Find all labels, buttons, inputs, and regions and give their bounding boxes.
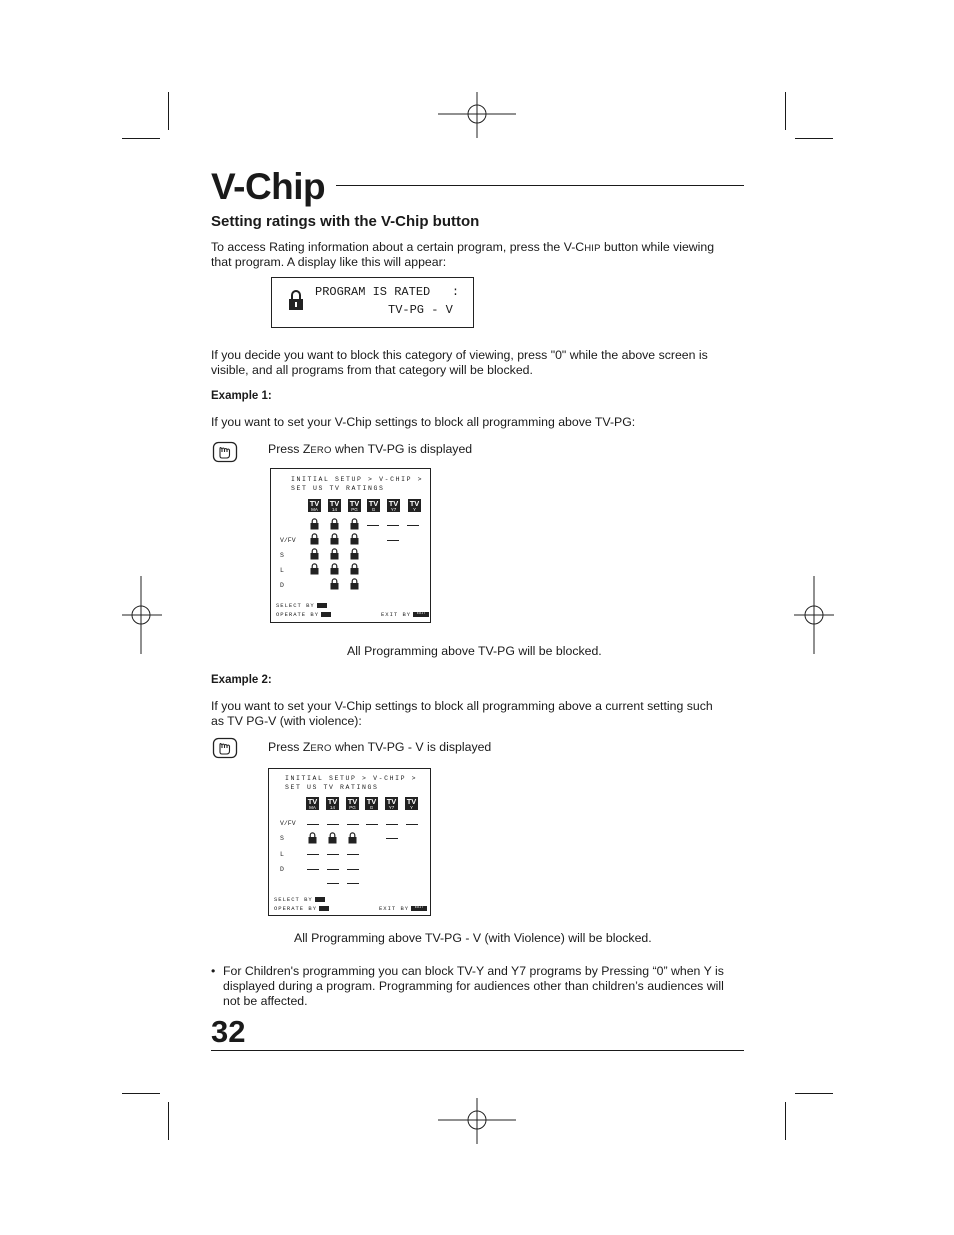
unblocked-dash bbox=[347, 824, 359, 825]
unblocked-dash bbox=[386, 824, 398, 825]
lock-icon bbox=[310, 548, 319, 560]
osd-select-hint: SELECT BY bbox=[274, 896, 325, 903]
registration-mark-top bbox=[438, 92, 516, 138]
unblocked-dash bbox=[367, 525, 379, 526]
rating-display-line-2: TV-PG - V bbox=[388, 303, 453, 317]
osd-breadcrumb: INITIAL SETUP > V-CHIP > bbox=[291, 476, 424, 483]
block-paragraph-line-2: visible, and all programs from that category will be blocked. bbox=[211, 363, 533, 377]
row-label-d: D bbox=[280, 866, 284, 873]
example-1-text: If you want to set your V-Chip settings to block all programming above TV-PG: bbox=[211, 415, 636, 429]
lock-icon bbox=[310, 563, 319, 575]
lock-icon bbox=[310, 533, 319, 545]
osd-operate-hint: OPERATE BY bbox=[276, 611, 331, 618]
rating-display-line-1: PROGRAM IS RATED : bbox=[315, 285, 460, 299]
left-right-keys-icon bbox=[321, 612, 331, 617]
row-label-v-fv: V/FV bbox=[280, 537, 296, 544]
rating-display bbox=[271, 277, 474, 328]
rating-badge-tv-g: TV G bbox=[368, 499, 379, 512]
bullet-line-2: displayed during a program. Programming for audiences other than children’s audiences will bbox=[223, 979, 724, 993]
row-label-l: L bbox=[280, 567, 284, 574]
unblocked-dash bbox=[327, 824, 339, 825]
example-2-heading: Example 2: bbox=[211, 674, 272, 686]
osd-operate-hint: OPERATE BY bbox=[274, 905, 329, 912]
lock-icon bbox=[308, 832, 317, 844]
example-2-text-line-1: If you want to set your V-Chip settings to block all programming above a current setting such bbox=[211, 699, 713, 713]
hand-press-icon bbox=[212, 737, 238, 759]
osd-breadcrumb: INITIAL SETUP > V-CHIP > bbox=[285, 775, 418, 782]
footer-rule bbox=[211, 1050, 744, 1051]
unblocked-dash bbox=[387, 540, 399, 541]
intro-line-2: that program. A display like this will appear: bbox=[211, 255, 447, 269]
unblocked-dash bbox=[307, 854, 319, 855]
lock-icon bbox=[288, 290, 304, 311]
lock-icon bbox=[310, 518, 319, 530]
page-number: 32 bbox=[211, 1014, 246, 1049]
unblocked-dash bbox=[307, 869, 319, 870]
bullet-line-3: not be affected. bbox=[223, 994, 308, 1008]
block-paragraph-line-1: If you decide you want to block this category of viewing, press "0" while the above screen is bbox=[211, 348, 708, 362]
rating-badge-tv-14: TV 14 bbox=[327, 797, 338, 810]
example-1-caption: All Programming above TV-PG will be blocked. bbox=[347, 644, 602, 658]
lock-icon bbox=[350, 518, 359, 530]
chevron-right-icon: > bbox=[368, 476, 374, 483]
unblocked-dash bbox=[387, 525, 399, 526]
osd-screen-example-1 bbox=[270, 468, 431, 623]
bullet-line-1: For Children's programming you can block TV-Y and Y7 programs by Pressing “0” when Y is bbox=[223, 964, 724, 978]
lock-icon bbox=[330, 578, 339, 590]
rating-badge-tv-ma: TV MA bbox=[307, 797, 318, 810]
lock-icon bbox=[328, 832, 337, 844]
row-label-s: S bbox=[280, 835, 284, 842]
left-right-keys-icon bbox=[319, 906, 329, 911]
rating-badge-tv-14: TV 14 bbox=[329, 499, 340, 512]
rating-badge-tv-y7: TV Y7 bbox=[386, 797, 397, 810]
registration-mark-right bbox=[794, 576, 834, 654]
row-label-d: D bbox=[280, 582, 284, 589]
intro-line-1: To access Rating information about a certain program, press the V-CHIP button while viewing bbox=[211, 240, 715, 254]
unblocked-dash bbox=[386, 838, 398, 839]
lock-icon bbox=[350, 533, 359, 545]
unblocked-dash bbox=[347, 854, 359, 855]
up-down-keys-icon bbox=[315, 897, 325, 902]
osd-subtitle: SET US TV RATINGS bbox=[291, 485, 385, 492]
lock-icon bbox=[350, 578, 359, 590]
lock-icon bbox=[330, 533, 339, 545]
rating-badge-tv-ma: TV MA bbox=[309, 499, 320, 512]
rating-badge-tv-y: TV Y bbox=[406, 797, 417, 810]
example-2-caption: All Programming above TV-PG - V (with Violence) will be blocked. bbox=[294, 931, 652, 945]
up-down-keys-icon bbox=[317, 603, 327, 608]
example-2-text-line-2: as TV PG-V (with violence): bbox=[211, 714, 362, 728]
rating-badge-tv-pg: TV PG bbox=[347, 797, 358, 810]
title-rule bbox=[336, 185, 744, 186]
chevron-right-icon: > bbox=[362, 775, 368, 782]
unblocked-dash bbox=[347, 883, 359, 884]
unblocked-dash bbox=[347, 869, 359, 870]
rating-badge-tv-y7: TV Y7 bbox=[388, 499, 399, 512]
chevron-right-icon: > bbox=[411, 775, 418, 782]
unblocked-dash bbox=[407, 525, 419, 526]
lock-icon bbox=[330, 548, 339, 560]
row-label-l: L bbox=[280, 851, 284, 858]
exit-key-icon: EXIT bbox=[413, 612, 429, 617]
bullet-symbol: • bbox=[211, 964, 216, 978]
row-label-v-fv: V/FV bbox=[280, 820, 296, 827]
unblocked-dash bbox=[406, 824, 418, 825]
lock-icon bbox=[330, 563, 339, 575]
osd-exit-hint: EXIT BY EXIT bbox=[381, 611, 429, 618]
exit-key-icon: EXIT bbox=[411, 906, 427, 911]
rating-badge-tv-y: TV Y bbox=[409, 499, 420, 512]
registration-mark-bottom bbox=[438, 1098, 516, 1144]
unblocked-dash bbox=[327, 854, 339, 855]
unblocked-dash bbox=[327, 883, 339, 884]
lock-icon bbox=[350, 548, 359, 560]
osd-select-hint: SELECT BY bbox=[276, 602, 327, 609]
page-title: V-Chip bbox=[211, 166, 326, 207]
osd-screen-example-2 bbox=[268, 768, 431, 916]
example-1-press-instruction: Press ZERO when TV-PG is displayed bbox=[268, 442, 473, 456]
lock-icon bbox=[350, 563, 359, 575]
osd-subtitle: SET US TV RATINGS bbox=[285, 784, 379, 791]
rating-badge-tv-pg: TV PG bbox=[349, 499, 360, 512]
example-2-press-instruction: Press ZERO when TV-PG - V is displayed bbox=[268, 740, 492, 754]
rating-badge-tv-g: TV G bbox=[366, 797, 377, 810]
lock-icon bbox=[330, 518, 339, 530]
chevron-right-icon: > bbox=[417, 476, 424, 483]
unblocked-dash bbox=[327, 869, 339, 870]
lock-icon bbox=[348, 832, 357, 844]
section-heading: Setting ratings with the V-Chip button bbox=[211, 213, 480, 230]
hand-press-icon bbox=[212, 441, 238, 463]
registration-mark-left bbox=[122, 576, 162, 654]
unblocked-dash bbox=[307, 824, 319, 825]
osd-exit-hint: EXIT BY EXIT bbox=[379, 905, 427, 912]
unblocked-dash bbox=[366, 824, 378, 825]
example-1-heading: Example 1: bbox=[211, 390, 272, 402]
row-label-s: S bbox=[280, 552, 284, 559]
